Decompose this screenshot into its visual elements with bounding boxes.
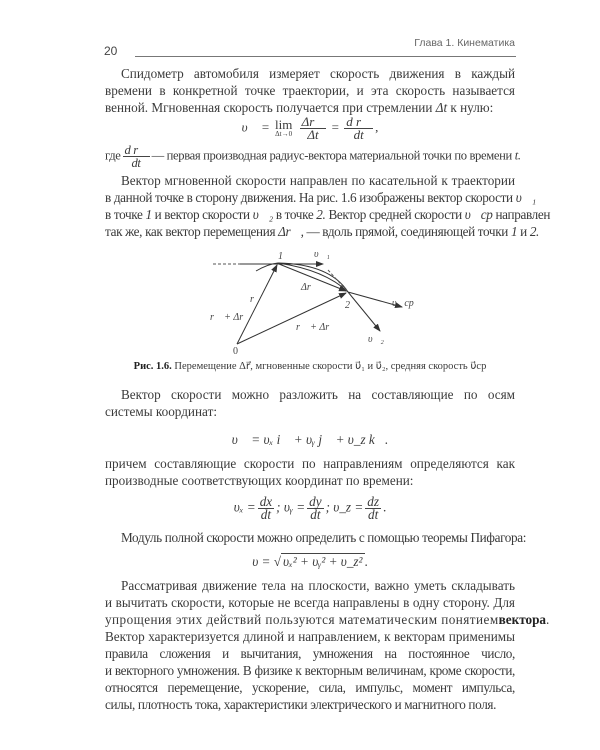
numerator: dy bbox=[309, 494, 322, 509]
math: υ⃗ = bbox=[241, 119, 270, 135]
text-line: системы координат: bbox=[105, 404, 217, 419]
fraction bbox=[258, 496, 274, 521]
page-number: 20 bbox=[104, 44, 118, 58]
label-r-dr: r⃗ + Δr⃗ bbox=[296, 322, 337, 333]
sqrt-sign: √ bbox=[273, 554, 281, 569]
math: t. bbox=[514, 148, 521, 163]
text: — вдоль прямой, соединяющей точки bbox=[306, 224, 508, 239]
text: и вектор скорости bbox=[154, 207, 250, 222]
label-v2: υ⃗₂ bbox=[368, 334, 384, 345]
denominator: dt bbox=[353, 127, 364, 142]
math: ; υᵧ = bbox=[276, 499, 306, 515]
text: так же, как вектор перемещения bbox=[105, 224, 276, 239]
math: = bbox=[331, 119, 339, 135]
math: υ⃗ = υₓ i⃗ + υᵧ j⃗ + υ_z k⃗. bbox=[231, 432, 389, 447]
text-line: Вектор мгновенной скорости направлен по касательной к траектории bbox=[121, 173, 515, 188]
figure-1-6 bbox=[0, 0, 600, 360]
text-line: Рассматривая движение тела на плоскости, важно уметь складывать bbox=[121, 578, 515, 593]
text: венной. Мгновенная скорость получается при стремлении bbox=[105, 100, 433, 115]
formula-components bbox=[105, 432, 515, 448]
label-r: r⃗ bbox=[250, 294, 262, 305]
text: к нулю: bbox=[450, 100, 494, 115]
text: — первая производная радиус-вектора материальной точки по времени bbox=[151, 148, 512, 163]
math: υ⃗ср bbox=[464, 207, 493, 222]
text-line: времени в конкретной точке траектории, и эта скорость называется bbox=[105, 83, 515, 98]
text-line: Вектор скорости можно разложить на составляющие по осям bbox=[121, 387, 515, 402]
text-line: и векторного умножения. В физике к векторным величинам, кроме скорости, bbox=[105, 663, 515, 678]
text: и bbox=[520, 224, 527, 239]
numerator: d r⃗ bbox=[346, 114, 372, 129]
math: 1 bbox=[145, 207, 152, 222]
denominator: dt bbox=[260, 507, 272, 522]
math: 2. bbox=[529, 224, 540, 239]
label-point-2: 2 bbox=[345, 300, 350, 311]
v2-arrow bbox=[348, 292, 380, 331]
math: υₓ = bbox=[233, 499, 256, 515]
math: . bbox=[364, 554, 368, 569]
numerator: Δr⃗ bbox=[301, 114, 325, 129]
text-line: производные соответствующих координат по времени: bbox=[105, 473, 414, 488]
label-point-1: 1 bbox=[278, 251, 283, 262]
text-line: причем составляющие скорости по направлениям определяются как bbox=[105, 456, 515, 471]
math: υ = bbox=[252, 554, 271, 569]
text: в данной точке в сторону движения. На рис. 1.6 изображены вектор скорости bbox=[105, 190, 513, 205]
text: упрощения этих действий пользуются математическим понятием bbox=[105, 612, 499, 627]
label-v1: υ⃗₁ bbox=[314, 249, 330, 260]
text-line: Вектор характеризуется длиной и направлением, к векторам применимы bbox=[105, 629, 515, 644]
figure-caption bbox=[105, 360, 515, 372]
text-line: правила сложения и вычитания, умножения на постоянное число, bbox=[105, 646, 515, 661]
denominator: dt bbox=[368, 507, 379, 522]
text: в точке bbox=[275, 207, 314, 222]
math: ; υ_z = bbox=[325, 499, 364, 515]
text-line: силы, плотность тока, характеристики электрического и магнитного поля. bbox=[105, 697, 497, 712]
caption-text: Перемещение Δr⃗, мгновенные скорости υ⃗₁ и υ⃗₂, средняя скорость υ⃗ср bbox=[174, 361, 487, 372]
numerator: d r⃗ bbox=[124, 143, 148, 157]
text-line: и вычитать скорости, которые не всегда направлены в одну сторону. Для bbox=[105, 595, 515, 610]
fraction bbox=[307, 496, 323, 521]
math: υₓ² + υᵧ² + υ_z² bbox=[282, 554, 363, 569]
caption-label: Рис. 1.6. bbox=[133, 361, 172, 372]
math: Δr⃗, bbox=[278, 224, 304, 239]
bold-term: вектора bbox=[498, 612, 547, 627]
text-line: упрощения этих действий пользуются математическим понятием вектора. bbox=[105, 612, 550, 627]
label-origin: 0 bbox=[233, 346, 238, 357]
denominator: dt bbox=[131, 156, 141, 170]
lim-word: lim bbox=[274, 117, 293, 132]
math: Δt bbox=[435, 100, 448, 115]
label-r-dr-left: r⃗ + Δr⃗ bbox=[210, 312, 251, 323]
fraction bbox=[365, 496, 381, 521]
math: . bbox=[383, 499, 387, 515]
formula-derivatives bbox=[105, 496, 515, 521]
text: направлен bbox=[495, 207, 551, 222]
text: в точке bbox=[105, 207, 143, 222]
label-dr: Δr⃗ bbox=[301, 282, 319, 293]
math: υ⃗₂ bbox=[252, 207, 273, 222]
denominator: Δt bbox=[307, 127, 319, 142]
running-header: Глава 1. Кинематика bbox=[414, 37, 515, 49]
label-vcp: υ⃗ср bbox=[392, 298, 414, 309]
text: Вектор средней скорости bbox=[328, 207, 462, 222]
text-line: относятся перемещение, ускорение, сила, импульс, момент импульса, bbox=[105, 680, 515, 695]
denominator: dt bbox=[310, 507, 321, 522]
math: υ⃗₁ bbox=[515, 190, 536, 205]
text-line: Спидометр автомобиля измеряет скорость движения в каждый bbox=[121, 66, 515, 81]
numerator: dz bbox=[367, 494, 379, 509]
numerator: dx bbox=[259, 494, 273, 509]
lim-sub: Δt→0 bbox=[275, 130, 293, 138]
math: 2. bbox=[316, 207, 326, 222]
math: 1 bbox=[510, 224, 518, 239]
text-line: Модуль полной скорости можно определить с помощью теоремы Пифагора: bbox=[121, 530, 527, 545]
math: , bbox=[375, 119, 379, 135]
text: где bbox=[105, 148, 121, 163]
formula-magnitude bbox=[105, 554, 515, 570]
